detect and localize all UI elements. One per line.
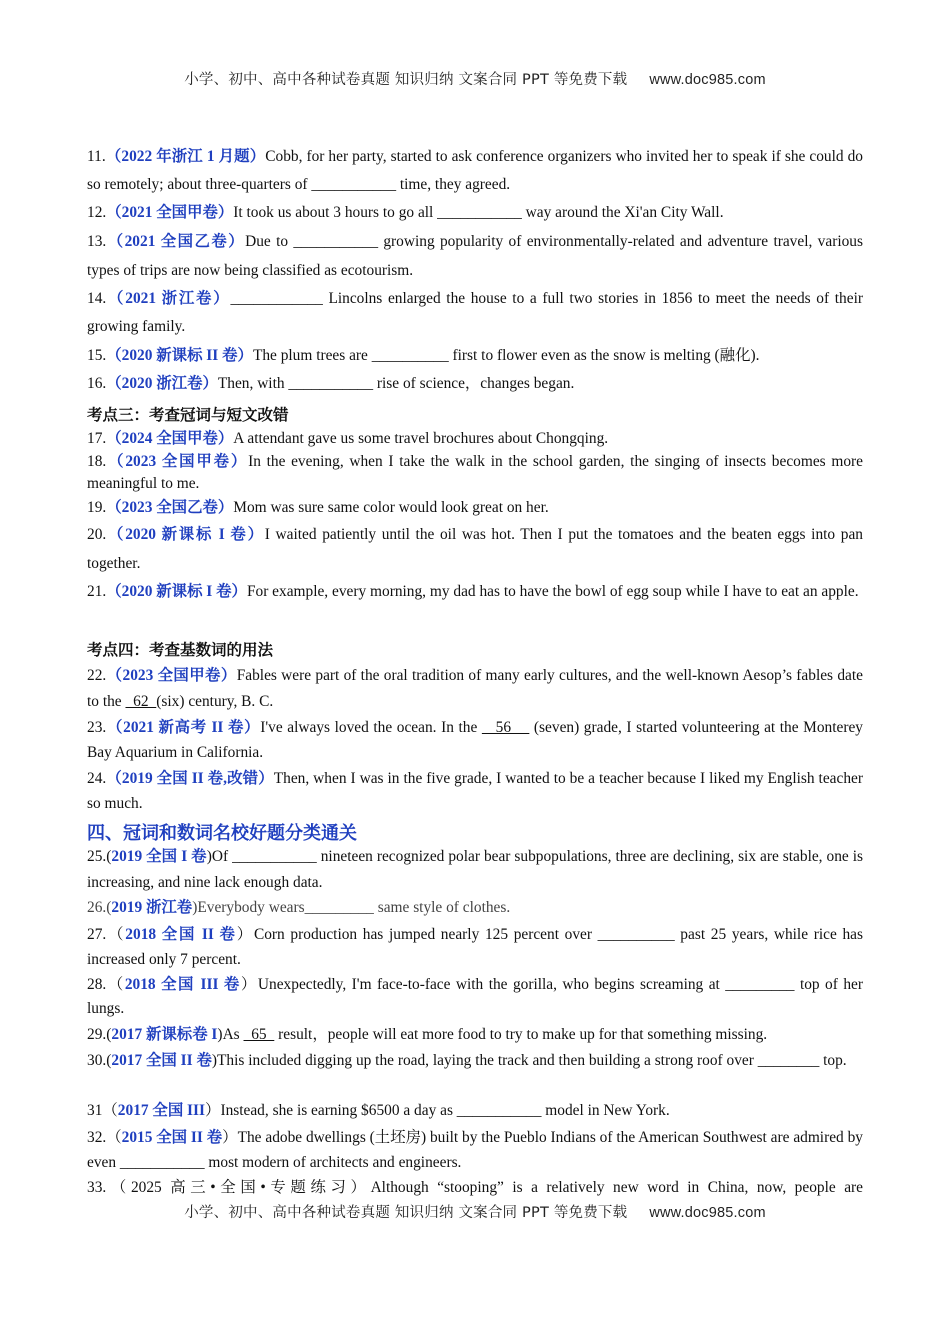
header-url[interactable]: www.doc985.com xyxy=(649,72,766,88)
question-source: 2017 全国 III xyxy=(117,1102,206,1119)
question-number: 22. xyxy=(87,667,107,684)
question-item xyxy=(87,973,863,1021)
source-close-bracket: ） xyxy=(244,718,261,736)
question-text: ____________ Lincolns enlarged the house to a full two stories in 1856 to meet the needs of their growing family. xyxy=(87,290,863,335)
source-open-bracket: （ xyxy=(106,582,122,600)
question-text: Mom was sure same color would look great on her. xyxy=(233,499,549,516)
question-item xyxy=(87,715,863,765)
question-source: 2025 高三•全国•专题练习 xyxy=(130,1179,351,1196)
source-open-bracket: （ xyxy=(106,453,126,470)
question-item xyxy=(87,1098,863,1124)
question-text: Corn production has jumped nearly 125 percent over __________ past 25 years, while rice has increased only 7 percent. xyxy=(87,925,863,968)
question-source: 2023 全国甲卷 xyxy=(125,453,231,470)
source-open-bracket: （ xyxy=(106,204,122,221)
source-open-bracket: （ xyxy=(106,667,123,684)
question-item xyxy=(87,577,863,606)
question-text: The plum trees are __________ first to flower even as the snow is melting (融化). xyxy=(252,347,760,364)
question-number: 12. xyxy=(87,204,107,221)
question-number: 25. xyxy=(87,848,107,865)
source-close-bracket: ） xyxy=(350,1179,371,1196)
source-close-bracket: ） xyxy=(217,204,234,221)
question-text: (six) century, B. C. xyxy=(156,693,274,710)
question-number: 27. xyxy=(87,925,107,943)
answer-blank-filled: 65 xyxy=(243,1026,275,1043)
question-item xyxy=(87,663,863,715)
question-text: (seven) grade, I started volunteering at the Monterey Bay Aquarium in California. xyxy=(87,718,863,761)
source-close-bracket: ） xyxy=(220,667,237,684)
source-open-bracket: （ xyxy=(106,976,125,993)
source-open-bracket: ( xyxy=(106,899,112,916)
header-text: 小学、初中、高中各种试卷真题 知识归纳 文案合同 PPT 等免费下载 xyxy=(184,72,628,88)
source-open-bracket: ( xyxy=(106,1052,112,1069)
question-number: 23. xyxy=(87,718,107,736)
question-text: This included digging up the road, laying the track and then building a strong roof over ________ top. xyxy=(217,1052,847,1069)
source-open-bracket: （ xyxy=(106,430,122,447)
question-number: 24. xyxy=(87,769,107,787)
question-text: For example, every morning, my dad has to have the bowl of egg soup while I have to eat an apple. xyxy=(246,582,859,600)
source-open-bracket: （ xyxy=(106,375,122,392)
footer-text: 小学、初中、高中各种试卷真题 知识归纳 文案合同 PPT 等免费下载 xyxy=(184,1205,628,1221)
source-close-bracket: ） xyxy=(230,453,249,470)
question-text: Then, with ___________ rise of science，changes began. xyxy=(217,375,575,392)
source-close-bracket: ） xyxy=(236,925,254,943)
question-text: Unexpectedly, I'm face-to-face with the gorilla, who begins screaming at _________ top of her lungs. xyxy=(87,976,863,1017)
source-open-bracket: ( xyxy=(106,1026,112,1043)
question-source: 2017 新课标卷 I xyxy=(111,1026,218,1043)
source-close-bracket: ） xyxy=(213,290,231,307)
question-source: 2019 全国 I 卷 xyxy=(111,848,207,865)
question-source: 2024 全国甲卷 xyxy=(121,430,218,447)
source-close-bracket: ） xyxy=(258,769,274,787)
question-source: 2021 浙江卷 xyxy=(125,290,214,307)
question-number: 28. xyxy=(87,976,107,993)
question-source: 2020 新课标 I 卷 xyxy=(121,582,232,600)
question-text: result，people will eat more food to try to make up for that something missing. xyxy=(274,1026,768,1043)
question-source: 2015 全国 II 卷 xyxy=(121,1128,223,1146)
source-open-bracket: （ xyxy=(106,925,126,943)
question-text: Although “stooping” is a relatively new word in China, now, people are xyxy=(370,1179,863,1196)
question-number: 13. xyxy=(87,232,107,250)
question-text: Everybody wears_________ same style of clothes. xyxy=(197,899,511,916)
question-source: 2018 全国 III 卷 xyxy=(124,976,241,993)
question-source: 2023 全国乙卷 xyxy=(121,499,218,516)
question-item xyxy=(87,766,863,816)
question-text: In the evening, when I take the walk in the school garden, the singing of insects becomes more meaningful to me. xyxy=(87,453,863,492)
question-source: 2020 新课标 I 卷 xyxy=(125,525,248,543)
question-number: 29. xyxy=(87,1026,107,1043)
question-text: Fables were part of the oral tradition of many early cultures, and the well-known Aesop’s fables date to the xyxy=(87,667,863,710)
question-text: It took us about 3 hours to go all ___________ way around the Xi'an City Wall. xyxy=(233,204,724,221)
question-text: I waited patiently until the oil was hot. Then I put the tomatoes and the beaten eggs into pan together. xyxy=(87,525,863,572)
question-number: 21. xyxy=(87,582,107,600)
question-number: 18. xyxy=(87,453,107,470)
source-close-bracket: ) xyxy=(192,899,198,916)
source-close-bracket: ） xyxy=(228,232,246,250)
question-source: 2020 浙江卷 xyxy=(121,375,203,392)
question-number: 30. xyxy=(87,1052,107,1069)
question-source: 2019 浙江卷 xyxy=(111,899,193,916)
question-text: Instead, she is earning $6500 a day as ___________ model in New York. xyxy=(220,1102,670,1119)
question-source: 2018 全国 II 卷 xyxy=(125,925,237,943)
question-source: 2020 新课标 II 卷 xyxy=(121,347,238,364)
source-close-bracket: ） xyxy=(217,430,234,447)
question-item xyxy=(87,428,863,450)
question-source: 2022 年浙江 1 月题 xyxy=(121,148,250,165)
question-number: 15. xyxy=(87,347,107,364)
question-number: 14. xyxy=(87,290,107,307)
footer-url[interactable]: www.doc985.com xyxy=(649,1205,766,1221)
source-close-bracket: ) xyxy=(211,1052,218,1069)
question-item xyxy=(87,844,863,896)
source-open-bracket: （ xyxy=(106,769,122,787)
question-source: 2021 全国乙卷 xyxy=(124,232,229,250)
question-source: 2023 全国甲卷 xyxy=(122,667,221,684)
page-footer xyxy=(0,1201,950,1222)
question-item xyxy=(87,199,863,227)
source-open-bracket: （ xyxy=(106,525,126,543)
question-number: 17. xyxy=(87,430,107,447)
source-close-bracket: ) xyxy=(217,1026,223,1043)
answer-blank-filled: 62 xyxy=(125,693,157,710)
question-item xyxy=(87,1175,863,1201)
question-number: 33. xyxy=(87,1179,107,1196)
source-close-bracket: ） xyxy=(247,525,265,543)
question-item xyxy=(87,143,863,199)
source-open-bracket: （ xyxy=(106,290,126,307)
question-number: 11. xyxy=(87,148,106,165)
source-close-bracket: ） xyxy=(249,148,266,165)
source-open-bracket: （ xyxy=(102,1102,118,1119)
question-item xyxy=(87,285,863,341)
question-text: Of ___________ nineteen recognized polar bear subpopulations, three are declining, six are stable, one is increasing, and nine lack enough data. xyxy=(87,848,863,891)
answer-blank-filled: 56 xyxy=(481,718,530,736)
question-item xyxy=(87,895,863,921)
source-open-bracket: （ xyxy=(106,718,124,736)
source-close-bracket: ) xyxy=(206,848,212,865)
question-item xyxy=(87,227,863,285)
source-close-bracket: ） xyxy=(205,1102,221,1119)
source-open-bracket: ( xyxy=(106,848,112,865)
source-close-bracket: ） xyxy=(202,375,218,392)
source-close-bracket: ） xyxy=(231,582,247,600)
question-source: 2021 新高考 II 卷 xyxy=(123,718,245,736)
source-close-bracket: ） xyxy=(217,499,234,516)
question-item xyxy=(87,1022,863,1048)
question-text: A attendant gave us some travel brochures about Chongqing. xyxy=(233,430,609,447)
section-heading-3: 考点三：考查冠词与短文改错 xyxy=(87,406,289,424)
source-open-bracket: （ xyxy=(106,1128,122,1146)
source-open-bracket: （ xyxy=(106,232,125,250)
question-source: 2019 全国 II 卷,改错 xyxy=(121,769,259,787)
question-source: 2017 全国 II 卷 xyxy=(111,1052,212,1069)
question-number: 32. xyxy=(87,1128,107,1146)
source-close-bracket: ） xyxy=(240,976,258,993)
question-source: 2021 全国甲卷 xyxy=(121,204,218,221)
question-item xyxy=(87,520,863,578)
source-open-bracket: （ xyxy=(106,1179,131,1196)
question-text: I've always loved the ocean. In the xyxy=(260,718,482,736)
question-item xyxy=(87,497,863,519)
source-close-bracket: ） xyxy=(237,347,253,364)
question-item xyxy=(87,1125,863,1175)
section-heading-main: 四、冠词和数词名校好题分类通关 xyxy=(87,823,357,844)
question-item xyxy=(87,1048,863,1074)
question-item xyxy=(87,451,863,495)
question-text: The adobe dwellings (土坯房) built by the Pueblo Indians of the American Southwest are admired by even ___________ most modern of architects and engineers. xyxy=(87,1128,863,1171)
source-open-bracket: （ xyxy=(105,148,122,165)
question-text: Cobb, for her party, started to ask conference organizers who invited her to speak if she could do so remotely; about three-quarters of ___________ time, they agreed. xyxy=(87,148,863,193)
question-number: 16. xyxy=(87,375,107,392)
question-item xyxy=(87,922,863,972)
question-number: 31 xyxy=(87,1102,103,1119)
source-open-bracket: （ xyxy=(106,347,122,364)
question-item xyxy=(87,342,863,370)
question-number: 19. xyxy=(87,499,107,516)
source-open-bracket: （ xyxy=(106,499,122,516)
question-number: 26. xyxy=(87,899,107,916)
question-number: 20. xyxy=(87,525,107,543)
page-header xyxy=(0,68,950,89)
question-text: Due to ___________ growing popularity of environmentally-related and adventure travel, various types of trips are now being classified as ecotourism. xyxy=(87,232,863,279)
source-close-bracket: ） xyxy=(222,1128,238,1146)
question-item xyxy=(87,370,863,398)
question-text: As xyxy=(222,1026,244,1043)
section-heading-4: 考点四：考查基数词的用法 xyxy=(87,641,274,659)
question-text: Then, when I was in the five grade, I wanted to be a teacher because I liked my English teacher so much. xyxy=(87,769,863,812)
